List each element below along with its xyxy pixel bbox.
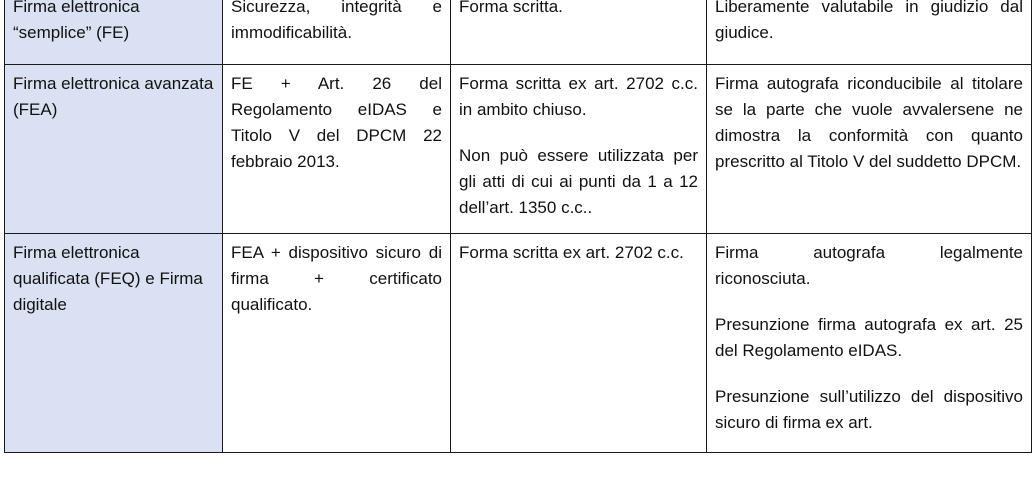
signature-comparison-table (4, 0, 1032, 453)
table-row-fe (5, 0, 1032, 65)
requirements-text: FE + Art. 26 del Regolamento eIDAS e Titolo V del DPCM 22 febbraio 2013. (231, 74, 442, 171)
cell-requirements (223, 234, 451, 453)
form-text: Forma scritta. (459, 0, 563, 16)
evidentiary-value-text: Presunzione sull’utilizzo del dispositivo sicuro di firma ex art. (715, 387, 1023, 432)
requirements-text: Sicurezza, integrità e immodificabilità. (231, 0, 442, 42)
cell-evidentiary-value (707, 0, 1032, 65)
evidentiary-value-text: Firma autografa legalmente riconosciuta. (715, 243, 1023, 288)
evidentiary-value-text: Presunzione firma autografa ex art. 25 del Regolamento eIDAS. (715, 315, 1023, 360)
requirements-text: FEA + dispositivo sicuro di firma + certificato qualificato. (231, 243, 442, 314)
signature-type-text: Firma elettronica qualificata (FEQ) e Firma digitale (13, 243, 203, 314)
cell-signature-type (5, 65, 223, 234)
form-text: Non può essere utilizzata per gli atti di cui ai punti da 1 a 12 dell’art. 1350 c.c.. (459, 146, 698, 217)
cell-evidentiary-value (707, 234, 1032, 453)
cell-evidentiary-value (707, 65, 1032, 234)
cell-form (451, 0, 707, 65)
evidentiary-value-text: Liberamente valutabile in giudizio dal giudice. (715, 0, 1023, 42)
cell-requirements (223, 65, 451, 234)
cell-form (451, 234, 707, 453)
signature-type-text: Firma elettronica avanzata (FEA) (13, 74, 214, 119)
table-row-fea (5, 65, 1032, 234)
cell-signature-type (5, 0, 223, 65)
cell-form (451, 65, 707, 234)
evidentiary-value-text: Firma autografa riconducibile al titolare se la parte che vuole avvalersene ne dimostra la conformità con quanto prescritto al Titolo V del suddetto DPCM. (715, 74, 1023, 171)
cell-requirements (223, 0, 451, 65)
form-text: Forma scritta ex art. 2702 c.c. (459, 243, 684, 262)
cell-signature-type (5, 234, 223, 453)
table-row-feq (5, 234, 1032, 453)
signature-type-text: Firma elettronica “semplice” (FE) (13, 0, 140, 42)
form-text: Forma scritta ex art. 2702 c.c. in ambito chiuso. (459, 74, 698, 119)
